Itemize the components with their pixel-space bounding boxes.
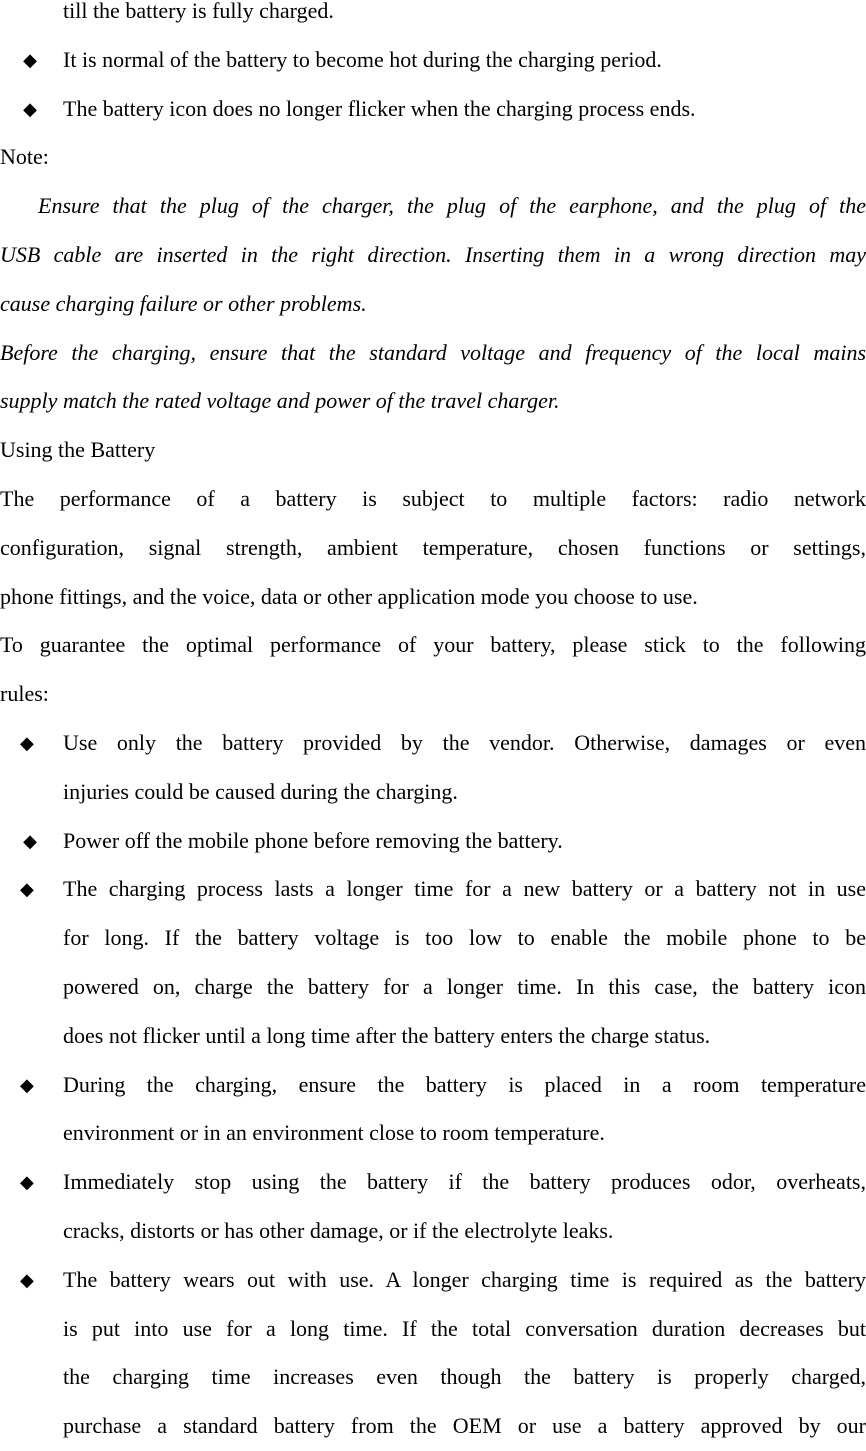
list-item-line bbox=[20, 1061, 866, 1110]
list-item-line bbox=[20, 865, 866, 914]
diamond-bullet-icon: ◆ bbox=[20, 879, 34, 900]
list-item-line: environment or in an environment close to room temperature. bbox=[63, 1120, 605, 1146]
list-item-line: cracks, distorts or has other damage, or if the electrolyte leaks. bbox=[63, 1217, 614, 1243]
paragraph-line: To guarantee the optimal performance of your battery, please stick to the following bbox=[0, 632, 866, 658]
list-item-line bbox=[23, 817, 866, 866]
diamond-bullet-icon: ◆ bbox=[20, 1269, 34, 1290]
list-item-line bbox=[20, 1256, 866, 1305]
paragraph-line: rules: bbox=[0, 681, 49, 707]
paragraph-line: The performance of a battery is subject to multiple factors: radio network bbox=[0, 485, 866, 511]
list-item bbox=[23, 36, 866, 85]
paragraph-line: phone fittings, and the voice, data or other application mode you choose to use. bbox=[0, 583, 698, 609]
list-item-text: During the charging, ensure the battery is placed in a room temperature bbox=[63, 1071, 866, 1097]
list-item-continuation bbox=[63, 0, 866, 36]
list-item-line: is put into use for a long time. If the total conversation duration decreases but bbox=[63, 1315, 866, 1341]
list-item bbox=[0, 817, 866, 866]
list-item-line bbox=[20, 1158, 866, 1207]
list-item-line: injuries could be caused during the charging. bbox=[63, 778, 458, 804]
diamond-bullet-icon: ◆ bbox=[20, 1172, 34, 1193]
list-item-line: powered on, charge the battery for a longer time. In this case, the battery icon bbox=[63, 973, 866, 999]
list-item-text: Power off the mobile phone before removing the battery. bbox=[63, 827, 563, 853]
list-item bbox=[0, 1158, 866, 1256]
paragraph-line: cause charging failure or other problems. bbox=[0, 290, 367, 316]
list-item bbox=[0, 1061, 866, 1159]
list-item-text: It is normal of the battery to become hot during the charging period. bbox=[63, 46, 662, 72]
list-item-text: Use only the battery provided by the vendor. Otherwise, damages or even bbox=[63, 729, 866, 755]
list-item-text: The battery wears out with use. A longer charging time is required as the battery bbox=[63, 1266, 866, 1292]
list-item bbox=[0, 719, 866, 817]
list-item-text: The battery icon does no longer flicker when the charging process ends. bbox=[63, 95, 696, 121]
rules-list bbox=[0, 719, 866, 1451]
paragraph-line: USB cable are inserted in the right direction. Inserting them in a wrong direction may bbox=[0, 241, 866, 267]
diamond-bullet-icon: ◆ bbox=[23, 830, 37, 851]
top-list bbox=[0, 0, 866, 133]
diamond-bullet-icon: ◆ bbox=[20, 732, 34, 753]
list-item bbox=[0, 1256, 866, 1451]
paragraph-line: supply match the rated voltage and power of the travel charger. bbox=[0, 388, 560, 414]
diamond-bullet-icon: ◆ bbox=[23, 98, 37, 119]
paragraph-line: Before the charging, ensure that the standard voltage and frequency of the local mains bbox=[0, 339, 866, 365]
list-item bbox=[23, 85, 866, 134]
list-item-text: till the battery is fully charged. bbox=[63, 0, 334, 23]
note-heading: Note: bbox=[0, 144, 49, 170]
note-paragraph-2 bbox=[0, 329, 866, 427]
paragraph-line: configuration, signal strength, ambient temperature, chosen functions or settings, bbox=[0, 534, 866, 560]
list-item bbox=[0, 865, 866, 1060]
paragraph-rules bbox=[0, 621, 866, 719]
list-item-text: Immediately stop using the battery if the battery produces odor, overheats, bbox=[63, 1169, 866, 1195]
note-paragraph-1 bbox=[0, 182, 866, 328]
diamond-bullet-icon: ◆ bbox=[20, 1074, 34, 1095]
list-item-text: The charging process lasts a longer time for a new battery or a battery not in use bbox=[63, 876, 866, 902]
list-item-line: for long. If the battery voltage is too low to enable the mobile phone to be bbox=[63, 925, 866, 951]
paragraph-line: Ensure that the plug of the charger, the plug of the earphone, and the plug of the bbox=[38, 193, 866, 219]
paragraph-performance bbox=[0, 475, 866, 621]
list-item-line: purchase a standard battery from the OEM or use a battery approved by our bbox=[63, 1413, 866, 1439]
list-item-line: does not flicker until a long time after the battery enters the charge status. bbox=[63, 1022, 711, 1048]
diamond-bullet-icon: ◆ bbox=[23, 49, 37, 70]
list-item-line bbox=[20, 719, 866, 768]
list-item-line: the charging time increases even though the battery is properly charged, bbox=[63, 1364, 866, 1390]
section-heading: Using the Battery bbox=[0, 437, 156, 463]
